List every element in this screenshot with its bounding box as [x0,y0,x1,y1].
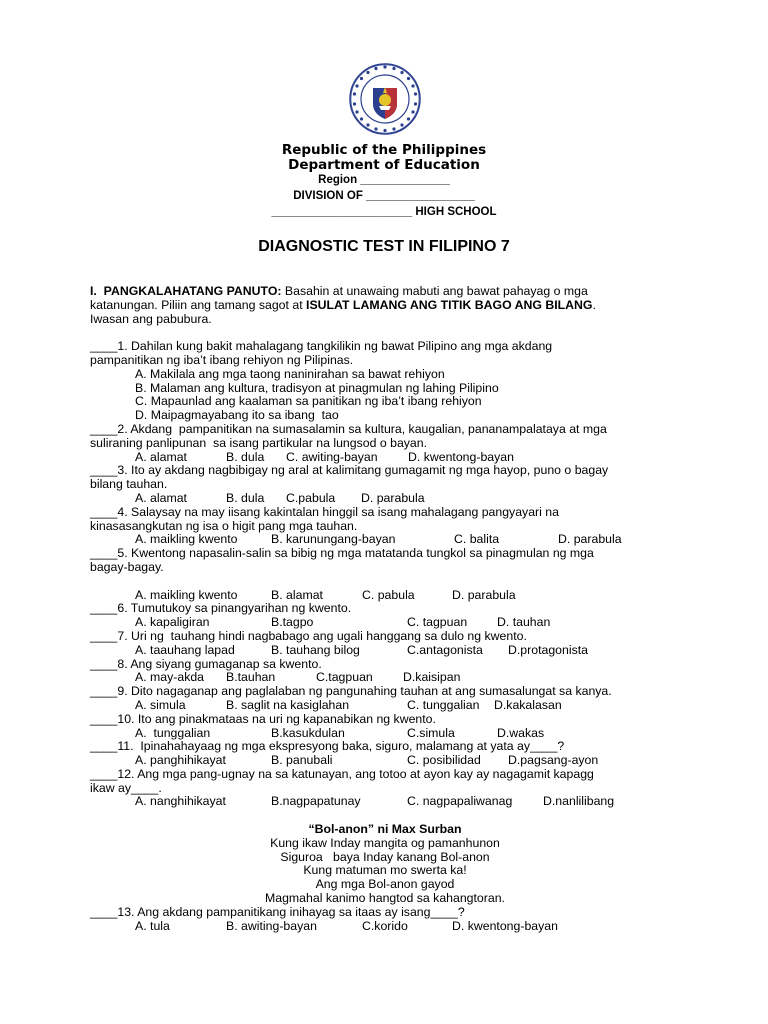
choice-a: A. alamat [135,490,187,505]
choice-a: A. taauhang lapad [135,642,235,657]
choice-a: A. nanghihikayat [135,794,226,809]
choice-a: A. tunggalian [135,725,211,740]
question-stem: ____13. Ang akdang pampanitikang inihayag sa itaas ay isang____? [90,904,465,919]
department-heading: Department of Education [288,157,480,173]
choice-d: D.pagsang-ayon [508,753,599,768]
question-stem: suliraning panlipunan sa isang partikular na lungsod o bayan. [90,435,428,450]
question-stem: ____3. Ito ay akdang nagbibigay ng aral at kalimitang gumagamit ng mga hayop, puno o bagay [90,463,609,478]
test-body [90,285,680,933]
question-stem: ____1. Dahilan kung bakit mahalagang tangkilikin ng bawat Pilipino ang mga akdang [90,339,553,354]
choice-d: D. Maipagmayabang ito sa ibang tao [135,408,339,423]
question-stem: bilang tauhan. [90,477,168,492]
question-stem: kinasasangkutan ng isa o higit pang mga tauhan. [90,518,358,533]
choice-c: C. balita [454,532,500,547]
choice-d: D. parabula [558,532,622,547]
choice-d: D.nanlilibang [543,794,615,809]
instructions-text: Basahin at unawaing mabuti ang bawat pahayag o mga [281,284,588,298]
choice-c: C. Mapaunlad ang kaalaman sa panitikan ng iba’t ibang rehiyon [135,394,482,409]
choices-row [90,616,680,630]
region-field: Region ______________ [318,174,450,186]
choice-a: A. alamat [135,449,187,464]
choice-b: B. Malaman ang kultura, tradisyon at pinagmulan ng lahing Pilipino [135,380,499,395]
choice-c: C.tagpuan [316,670,373,685]
choice-c: C.antagonista [407,642,483,657]
choices-row [90,589,680,603]
choices-row [90,492,680,506]
choice-d: D. parabula [361,490,425,505]
choice-c: C. posibilidad [407,753,481,768]
choices-row [90,699,680,713]
choice-a: A. maikling kwento [135,532,238,547]
question-stem: ikaw ay____. [90,780,162,795]
choice-a: A. tula [135,918,170,933]
question-stem: ____8. Ang siyang gumaganap sa kwento. [90,656,322,671]
choices-row [90,795,680,809]
question-stem: ____12. Ang mga pang-ugnay na sa katunayan, ang totoo at ayon kay ay nagagamit kapagg [90,766,594,781]
poem-line: Kung ikaw Inday mangita og pamanhunon [270,835,500,850]
choices-row [90,671,680,685]
instructions-line-2 [90,299,680,313]
choice-b: B.tauhan [226,670,276,685]
choice-c: C. awiting-bayan [286,449,378,464]
choice-b: B. dula [226,490,265,505]
choices-row [90,754,680,768]
question-stem: bagay-bagay. [90,559,164,574]
choice-d: D. kwentong-bayan [408,449,514,464]
choice-d: D. kwentong-bayan [452,918,558,933]
question-stem: pampanitikan ng iba’t ibang rehiyon ng Pilipinas. [90,352,354,367]
choices-row [90,727,680,741]
choice-b: B. karunungang-bayan [271,532,396,547]
choice-d: D.kaisipan [403,670,461,685]
poem-line: Siguroa baya Inday kanang Bol-anon [280,849,490,864]
choice-a: A. maikling kwento [135,587,238,602]
choice-a: A. may-akda [135,670,205,685]
choice-b: B. panubali [271,753,333,768]
poem-line: Magmahal kanimo hangtod sa kahangtoran. [265,891,505,906]
choice-d: D.kakalasan [494,697,562,712]
choice-b: B.kasukdulan [271,725,345,740]
republic-heading: Republic of the Philippines [281,142,487,158]
question-stem: ____5. Kwentong napasalin-salin sa bibig ng mga matatanda tungkol sa pinagmulan ng mga [90,546,594,561]
choice-a: A. panghihikayat [135,753,226,768]
instructions-text: . [592,297,596,312]
choice-a: A. kapaligiran [135,615,210,630]
instructions-text: katanungan. Piliin ang tamang sagot at [90,297,307,312]
choice-c: C. tunggalian [407,697,480,712]
question-stem: ____7. Uri ng tauhang hindi nagbabago ang ugali hanggang sa dulo ng kwento. [90,628,527,643]
test-title: DIAGNOSTIC TEST IN FILIPINO 7 [258,238,510,255]
choice-b: B. awiting-bayan [226,918,317,933]
poem-line: Kung matuman mo swerta ka! [303,863,467,878]
poem-line: Ang mga Bol-anon gayod [315,877,455,892]
question-stem: ____11. Ipinahahayaag ng mga ekspresyong baka, siguro, malamang at yata ay____? [90,739,565,754]
choice-c: C. nagpapaliwanag [407,794,513,809]
choices-row [90,533,680,547]
choices-row [90,644,680,658]
question-stem: ____6. Tumutukoy sa pinangyarihan ng kwento. [90,601,352,616]
choice-c: C.korido [362,918,408,933]
choice-a: A. Makilala ang mga taong naninirahan sa bawat rehiyon [135,366,445,381]
choice-d: D.protagonista [508,642,588,657]
choice-b: B.tagpo [271,615,314,630]
choice-c: C.pabula [286,490,336,505]
school-field: ______________________ HIGH SCHOOL [271,206,497,218]
choice-d: D. tauhan [497,615,551,630]
choice-c: C. tagpuan [407,615,468,630]
instructions-line-3: Iwasan ang pabubura. [90,311,212,326]
deped-seal-logo [348,62,422,136]
choice-b: B. tauhang bilog [271,642,360,657]
choice-b: B.nagpapatunay [271,794,361,809]
choice-c: C. pabula [362,587,415,602]
question-stem: ____2. Akdang pampanitikan na sumasalamin sa kultura, kaugalian, pananampalataya at mga [90,421,607,436]
poem-title: “Bol-anon” ni Max Surban [308,822,462,837]
question-stem: ____4. Salaysay na may iisang kakintalan hinggil sa isang mahalagang pangyayari na [90,504,559,519]
instructions-emphasis: ISULAT LAMANG ANG TITIK BAGO ANG BILANG [306,297,593,312]
instructions-line-1 [90,285,680,299]
question-stem: ____9. Dito nagaganap ang paglalaban ng pangunahing tauhan at ang sumasalungat sa kanya. [90,684,612,699]
choice-c: C.simula [407,725,455,740]
choice-b: B. alamat [271,587,323,602]
choice-b: B. saglit na kasiglahan [226,697,350,712]
division-field: DIVISION OF _________________ [293,190,475,202]
choices-row [90,920,680,934]
question-stem: ____10. Ito ang pinakmataas na uri ng kapanabikan ng kwento. [90,711,436,726]
choices-row [90,451,680,465]
choice-d: D.wakas [497,725,545,740]
choice-a: A. simula [135,697,186,712]
choice-d: D. parabula [452,587,516,602]
choice-b: B. dula [226,449,265,464]
instructions-label: I. PANGKALAHATANG PANUTO: [90,284,282,298]
